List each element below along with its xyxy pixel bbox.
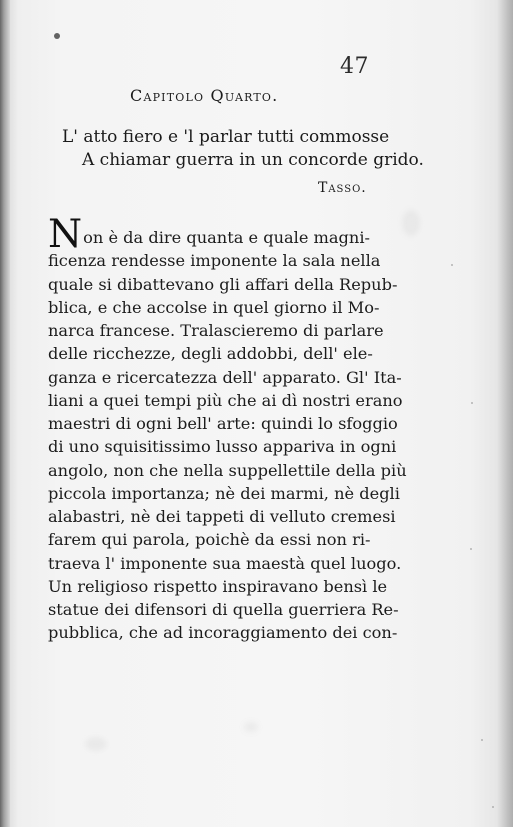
body-line (48, 212, 394, 257)
paper-speck (481, 739, 483, 741)
body-line: maestri di ogni bell' arte: quindi lo sfoggio (48, 414, 398, 433)
page-edge-shadow (497, 0, 513, 827)
epigraph-line: A chiamar guerra in un concorde grido. (82, 150, 424, 170)
body-line: angolo, non che nella suppellettile della più (48, 460, 407, 480)
paper-speck (492, 806, 494, 808)
body-line: delle ricchezze, degli addobbi, dell' ele- (48, 344, 373, 364)
body-text (48, 212, 407, 645)
paper-stain (244, 722, 258, 732)
paper-stain (402, 210, 420, 236)
chapter-title: Capitolo Quarto. (130, 86, 279, 105)
body-line: narca francese. Tralascieremo di parlare (48, 321, 384, 340)
body-line: ficenza rendesse imponente la sala nella (48, 251, 381, 271)
body-line-text: on è da dire quanta e quale magni- (83, 228, 370, 247)
body-line: di uno squisitissimo lusso appariva in ogni (48, 437, 397, 457)
body-line: piccola importanza; nè dei marmi, nè degli (48, 483, 400, 503)
body-line: liani a quei tempi più che ai dì nostri erano (48, 390, 403, 410)
paper-speck (471, 402, 473, 404)
page-number: 47 (340, 54, 369, 79)
paper-stain (85, 737, 107, 751)
body-line: traeva l' imponente sua maestà quel luogo. (48, 553, 402, 573)
body-line: alabastri, nè dei tappeti di velluto cremesi (48, 507, 396, 526)
book-gutter-shadow (0, 0, 10, 827)
epigraph-line: L' atto fiero e 'l parlar tutti commosse (62, 127, 390, 147)
body-line: statue dei difensori di quella guerriera Re- (48, 600, 399, 619)
drop-cap: N (48, 212, 83, 257)
body-line: quale si dibattevano gli affari della Repub- (48, 274, 398, 294)
ink-dot (54, 33, 60, 39)
body-line: ganza e ricercatezza dell' apparato. Gl' Ita- (48, 367, 402, 387)
paper-speck (451, 264, 453, 266)
epigraph (62, 126, 424, 172)
body-line: Un religioso rispetto inspiravano bensì le (48, 576, 388, 596)
body-line: farem qui parola, poichè da essi non ri- (48, 530, 371, 550)
paper-speck (470, 548, 472, 550)
body-line: blica, e che accolse in quel giorno il Mo- (48, 297, 380, 317)
body-line: pubblica, che ad incoraggiamento dei con- (48, 623, 398, 643)
epigraph-attribution: Tasso. (318, 180, 367, 196)
